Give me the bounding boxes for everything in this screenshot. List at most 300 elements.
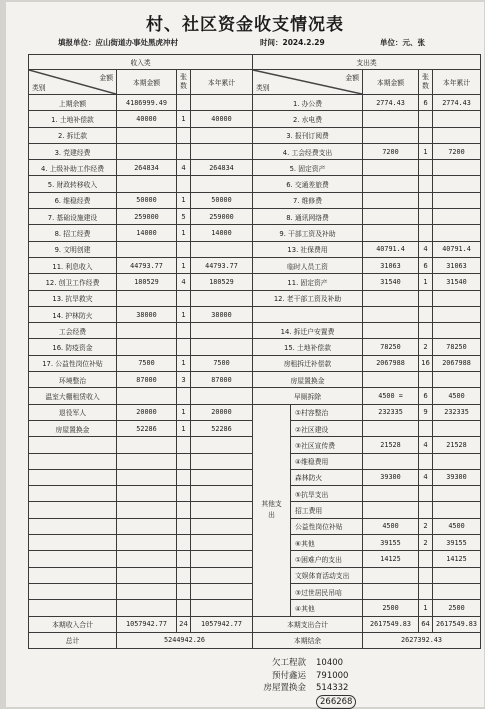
income-voucher-count — [177, 486, 191, 502]
income-voucher-count — [177, 567, 191, 583]
income-diagonal-header: 金额 类别 — [29, 70, 117, 95]
table-row — [29, 95, 481, 111]
expense-voucher-count — [419, 176, 433, 192]
table-row — [29, 225, 481, 241]
expense-ytd-amount — [433, 453, 481, 469]
expense-voucher-count: 6 — [419, 95, 433, 111]
expense-voucher-count: 1 — [419, 600, 433, 616]
totals-row — [29, 616, 481, 632]
income-ytd-amount: 44793.77 — [191, 257, 253, 273]
income-current-amount: 14000 — [117, 225, 177, 241]
income-ytd-amount — [191, 290, 253, 306]
income-voucher-count — [177, 502, 191, 518]
expense-item-label: 9. 干部工资及补助 — [253, 225, 363, 241]
table-row — [29, 274, 481, 290]
income-item-label: 3. 党建经费 — [29, 143, 117, 159]
income-voucher-count — [177, 323, 191, 339]
income-voucher-count — [177, 241, 191, 257]
income-current-amount: 4186999.49 — [117, 95, 177, 111]
expense-ytd-amount — [433, 127, 481, 143]
expense-item-label: ③社区宣传费 — [291, 437, 363, 453]
income-voucher-count — [177, 290, 191, 306]
income-item-label: 13. 抗旱救灾 — [29, 290, 117, 306]
expense-ytd-amount: 31540 — [433, 274, 481, 290]
expense-item-label: 招工费用 — [291, 502, 363, 518]
income-item-label: 12. 创卫工作经费 — [29, 274, 117, 290]
expense-voucher-count — [419, 420, 433, 436]
table-row — [29, 306, 481, 322]
document-page — [6, 2, 484, 707]
expense-voucher-count — [419, 127, 433, 143]
income-voucher-count: 1 — [177, 257, 191, 273]
expense-total-label: 本期支出合计 — [253, 616, 363, 632]
expense-item-label: ⑥其他 — [291, 535, 363, 551]
expense-ytd-amount — [433, 323, 481, 339]
expense-item-label: ④维稳费用 — [291, 453, 363, 469]
expense-item-label: 8. 通讯网络费 — [253, 209, 363, 225]
income-voucher-count — [177, 535, 191, 551]
income-current-amount — [117, 486, 177, 502]
expense-ytd-header: 本年累计 — [433, 70, 481, 95]
income-current-amount: 180529 — [117, 274, 177, 290]
income-current-amount — [117, 388, 177, 404]
income-ytd-amount — [191, 583, 253, 599]
expense-ytd-amount: 4500 — [433, 388, 481, 404]
expense-item-label: ④其他 — [291, 600, 363, 616]
income-voucher-count — [177, 518, 191, 534]
income-ytd-amount: 14000 — [191, 225, 253, 241]
income-current-amount: 50000 — [117, 192, 177, 208]
income-ytd-amount — [191, 502, 253, 518]
expense-current-amount — [363, 176, 419, 192]
income-ytd-amount — [191, 535, 253, 551]
income-voucher-count: 1 — [177, 225, 191, 241]
income-current-amount — [117, 127, 177, 143]
expense-ytd-amount — [433, 225, 481, 241]
expense-total-amount: 2617549.83 — [363, 616, 419, 632]
income-count-header: 张数 — [177, 70, 191, 95]
expense-ytd-amount: 78250 — [433, 339, 481, 355]
expense-voucher-count: 6 — [419, 257, 433, 273]
expense-current-amount: 2774.43 — [363, 95, 419, 111]
income-voucher-count — [177, 551, 191, 567]
income-voucher-count: 1 — [177, 306, 191, 322]
expense-voucher-count — [419, 225, 433, 241]
expense-current-amount: 39300 — [363, 469, 419, 485]
expense-voucher-count — [419, 323, 433, 339]
income-voucher-count: 4 — [177, 160, 191, 176]
expense-ytd-amount — [433, 486, 481, 502]
expense-voucher-count — [419, 453, 433, 469]
income-ytd-amount: 20000 — [191, 404, 253, 420]
expense-ytd-amount: 4500 — [433, 518, 481, 534]
expense-current-amount: 31540 — [363, 274, 419, 290]
income-ytd-amount — [191, 95, 253, 111]
income-current-amount — [117, 290, 177, 306]
income-item-label — [29, 600, 117, 616]
expense-voucher-count — [419, 111, 433, 127]
income-ytd-amount — [191, 127, 253, 143]
note-row: 预付鑫运 791000 — [238, 670, 356, 683]
expense-voucher-count — [419, 372, 433, 388]
income-section-header: 收入类 — [29, 55, 253, 70]
income-item-label: 9. 文明创建 — [29, 241, 117, 257]
expense-item-label: 7. 维修费 — [253, 192, 363, 208]
expense-current-amount — [363, 111, 419, 127]
expense-ytd-amount — [433, 111, 481, 127]
expense-ytd-amount — [433, 567, 481, 583]
expense-current-amount — [363, 486, 419, 502]
income-ytd-amount — [191, 437, 253, 453]
table-row — [29, 339, 481, 355]
income-voucher-count — [177, 127, 191, 143]
expense-current-amount — [363, 127, 419, 143]
income-ytd-amount: 52286 — [191, 420, 253, 436]
expense-ytd-amount — [433, 306, 481, 322]
income-voucher-count — [177, 95, 191, 111]
income-current-amount — [117, 241, 177, 257]
expense-ytd-amount — [433, 192, 481, 208]
income-ytd-amount: 264834 — [191, 160, 253, 176]
currency-unit: 单位：元、张 — [380, 37, 425, 48]
grand-total-amount: 5244942.26 — [117, 632, 253, 648]
grand-total-row — [29, 632, 481, 648]
note-row: 266268 — [238, 695, 356, 709]
income-current-amount — [117, 502, 177, 518]
expense-current-amount — [363, 306, 419, 322]
page-title: 村、社区资金收支情况表 — [6, 10, 484, 35]
expense-item-label: 15. 土地补偿款 — [253, 339, 363, 355]
expense-item-label: 文娱体育活动支出 — [291, 567, 363, 583]
income-item-label: 16. 防疫资金 — [29, 339, 117, 355]
income-voucher-count: 1 — [177, 420, 191, 436]
expense-voucher-count: 4 — [419, 437, 433, 453]
income-current-amount — [117, 551, 177, 567]
expense-item-label: ①村容整治 — [291, 404, 363, 420]
expense-ytd-amount — [433, 290, 481, 306]
income-total-ytd: 1057942.77 — [191, 616, 253, 632]
expense-current-amount — [363, 209, 419, 225]
expense-voucher-count: 1 — [419, 143, 433, 159]
handwritten-notes — [238, 657, 356, 709]
income-ytd-amount — [191, 567, 253, 583]
income-voucher-count — [177, 388, 191, 404]
grand-total-label: 总计 — [29, 632, 117, 648]
expense-item-label: 11. 固定资产 — [253, 274, 363, 290]
income-voucher-count: 3 — [177, 372, 191, 388]
income-item-label — [29, 437, 117, 453]
expense-current-amount: 31063 — [363, 257, 419, 273]
expense-item-label: ①困难户的支出 — [291, 551, 363, 567]
income-current-amount — [117, 535, 177, 551]
income-ytd-amount — [191, 600, 253, 616]
table-row — [29, 111, 481, 127]
balance-label: 本期结余 — [253, 632, 363, 648]
expense-item-label: 2. 水电费 — [253, 111, 363, 127]
income-current-amount — [117, 583, 177, 599]
expense-ytd-amount — [433, 583, 481, 599]
expense-current-amount — [363, 372, 419, 388]
income-voucher-count — [177, 143, 191, 159]
income-current-amount — [117, 437, 177, 453]
income-item-label: 6. 维稳经费 — [29, 192, 117, 208]
income-item-label: 8. 招工经费 — [29, 225, 117, 241]
expense-current-amount — [363, 567, 419, 583]
expense-ytd-amount: 39155 — [433, 535, 481, 551]
table-row — [29, 241, 481, 257]
expense-current-amount: 2067988 — [363, 355, 419, 371]
income-current-amount — [117, 143, 177, 159]
expense-current-amount — [363, 453, 419, 469]
table-row — [29, 127, 481, 143]
income-current-amount — [117, 600, 177, 616]
expense-ytd-amount — [433, 209, 481, 225]
income-ytd-amount: 50000 — [191, 192, 253, 208]
income-voucher-count — [177, 453, 191, 469]
income-item-label: 环境整治 — [29, 372, 117, 388]
expense-item-label: ③过世居民吊唁 — [291, 583, 363, 599]
expense-item-label: 4. 工会经费支出 — [253, 143, 363, 159]
table-row — [29, 160, 481, 176]
income-item-label: 14. 护林防火 — [29, 306, 117, 322]
income-item-label: 上期余额 — [29, 95, 117, 111]
income-item-label: 工会经费 — [29, 323, 117, 339]
expense-voucher-count — [419, 306, 433, 322]
income-current-amount: 20000 — [117, 404, 177, 420]
table-row — [29, 372, 481, 388]
expense-voucher-count: 16 — [419, 355, 433, 371]
income-ytd-amount — [191, 339, 253, 355]
expense-current-amount: 4500 — [363, 518, 419, 534]
expense-current-amount: 7200 — [363, 143, 419, 159]
expense-voucher-count: 1 — [419, 274, 433, 290]
table-row — [29, 143, 481, 159]
income-item-label — [29, 518, 117, 534]
expense-item-label: 房租拆迁补偿款 — [253, 355, 363, 371]
income-current-amount: 44793.77 — [117, 257, 177, 273]
income-current-amount — [117, 176, 177, 192]
income-ytd-amount — [191, 176, 253, 192]
income-item-label — [29, 469, 117, 485]
income-current-amount — [117, 518, 177, 534]
table-row — [29, 323, 481, 339]
expense-voucher-count: 6 — [419, 388, 433, 404]
expense-ytd-amount: 232335 — [433, 404, 481, 420]
expense-current-amount — [363, 323, 419, 339]
expense-item-label — [253, 306, 363, 322]
fund-table — [28, 54, 481, 649]
income-voucher-count: 1 — [177, 355, 191, 371]
expense-item-label: ⑤抗旱支出 — [291, 486, 363, 502]
income-current-amount: 38000 — [117, 306, 177, 322]
income-ytd-amount — [191, 551, 253, 567]
expense-current-amount: 232335 — [363, 404, 419, 420]
expense-item-label: 13. 社保费用 — [253, 241, 363, 257]
income-current-amount — [117, 567, 177, 583]
income-current-amount — [117, 323, 177, 339]
income-item-label: 1. 土地补偿款 — [29, 111, 117, 127]
reporting-unit: 填报单位：应山街道办事处黑虎冲村 — [58, 37, 178, 48]
expense-current-amount: 40791.4 — [363, 241, 419, 257]
expense-current-amount: 78250 — [363, 339, 419, 355]
expense-voucher-count: 9 — [419, 404, 433, 420]
expense-item-label: 临时人员工资 — [253, 257, 363, 273]
expense-voucher-count: 2 — [419, 535, 433, 551]
income-current-amount: 259000 — [117, 209, 177, 225]
income-ytd-amount — [191, 241, 253, 257]
income-item-label: 2. 拆迁款 — [29, 127, 117, 143]
note-row: 房屋置换金 514332 — [238, 682, 356, 695]
expense-current-amount — [363, 225, 419, 241]
expense-count-header: 张数 — [419, 70, 433, 95]
income-voucher-count — [177, 469, 191, 485]
expense-current-amount: 4500 = — [363, 388, 419, 404]
income-voucher-count — [177, 437, 191, 453]
income-item-label: 温室大棚租赁收入 — [29, 388, 117, 404]
income-current-amount: 40000 — [117, 111, 177, 127]
expense-current-amount: 21528 — [363, 437, 419, 453]
expense-item-label: 公益性岗位补贴 — [291, 518, 363, 534]
expense-ytd-amount: 40791.4 — [433, 241, 481, 257]
income-voucher-count: 1 — [177, 404, 191, 420]
table-row — [29, 404, 481, 420]
note-row: 欠工程款 10400 — [238, 657, 356, 670]
income-item-label: 11. 利息收入 — [29, 257, 117, 273]
income-ytd-amount — [191, 486, 253, 502]
report-time: 时间：2024.2.29 — [260, 37, 325, 48]
expense-voucher-count: 4 — [419, 469, 433, 485]
income-voucher-count: 4 — [177, 274, 191, 290]
expense-item-label: 5. 固定资产 — [253, 160, 363, 176]
expense-voucher-count — [419, 567, 433, 583]
expense-voucher-count — [419, 502, 433, 518]
income-current-amount — [117, 469, 177, 485]
income-item-label — [29, 453, 117, 469]
income-ytd-amount: 259000 — [191, 209, 253, 225]
expense-current-amount — [363, 583, 419, 599]
expense-ytd-amount — [433, 502, 481, 518]
table-row — [29, 388, 481, 404]
income-ytd-amount — [191, 323, 253, 339]
expense-current-amount — [363, 290, 419, 306]
income-ytd-amount: 40000 — [191, 111, 253, 127]
income-voucher-count — [177, 339, 191, 355]
expense-current-amount: 39155 — [363, 535, 419, 551]
income-total-count: 24 — [177, 616, 191, 632]
income-item-label — [29, 551, 117, 567]
income-voucher-count — [177, 176, 191, 192]
expense-item-label: 早厕拆除 — [253, 388, 363, 404]
expense-current-amount — [363, 160, 419, 176]
expense-ytd-amount: 14125 — [433, 551, 481, 567]
expense-current-amount — [363, 192, 419, 208]
expense-ytd-amount — [433, 420, 481, 436]
income-item-label: 退役军人 — [29, 404, 117, 420]
expense-voucher-count — [419, 583, 433, 599]
expense-item-label: 12. 老干部工资及补助 — [253, 290, 363, 306]
expense-ytd-amount — [433, 176, 481, 192]
income-ytd-amount: 180529 — [191, 274, 253, 290]
expense-ytd-amount: 7200 — [433, 143, 481, 159]
balance-amount: 2627392.43 — [363, 632, 481, 648]
expense-item-label: 3. 报刊订阅费 — [253, 127, 363, 143]
expense-section-header: 支出类 — [253, 55, 481, 70]
income-current-header: 本期金额 — [117, 70, 177, 95]
income-ytd-amount — [191, 453, 253, 469]
expense-diagonal-header: 金额 类别 — [253, 70, 363, 95]
expense-total-count: 64 — [419, 616, 433, 632]
expense-item-label: ②社区建设 — [291, 420, 363, 436]
income-ytd-header: 本年累计 — [191, 70, 253, 95]
expense-current-amount — [363, 502, 419, 518]
expense-ytd-amount: 39300 — [433, 469, 481, 485]
expense-current-amount — [363, 420, 419, 436]
expense-item-label: 14. 拆迁户安置费 — [253, 323, 363, 339]
income-voucher-count: 1 — [177, 111, 191, 127]
income-ytd-amount — [191, 518, 253, 534]
table-row — [29, 355, 481, 371]
income-current-amount: 87000 — [117, 372, 177, 388]
table-row — [29, 209, 481, 225]
income-ytd-amount: 87000 — [191, 372, 253, 388]
expense-ytd-amount — [433, 160, 481, 176]
expense-ytd-amount: 21528 — [433, 437, 481, 453]
table-row — [29, 290, 481, 306]
income-current-amount: 52286 — [117, 420, 177, 436]
income-item-label: 5. 财政转移收入 — [29, 176, 117, 192]
table-row — [29, 257, 481, 273]
income-ytd-amount — [191, 143, 253, 159]
expense-ytd-amount: 31063 — [433, 257, 481, 273]
income-item-label: 4. 上级补助工作经费 — [29, 160, 117, 176]
income-current-amount: 7500 — [117, 355, 177, 371]
expense-ytd-amount: 2500 — [433, 600, 481, 616]
income-current-amount — [117, 339, 177, 355]
expense-voucher-count — [419, 486, 433, 502]
expense-ytd-amount — [433, 372, 481, 388]
expense-current-amount: 14125 — [363, 551, 419, 567]
expense-total-ytd: 2617549.83 — [433, 616, 481, 632]
income-item-label — [29, 535, 117, 551]
expense-item-label: 1. 办公费 — [253, 95, 363, 111]
expense-voucher-count — [419, 160, 433, 176]
expense-ytd-amount: 2067988 — [433, 355, 481, 371]
income-ytd-amount: 7500 — [191, 355, 253, 371]
table-row — [29, 176, 481, 192]
income-current-amount: 264834 — [117, 160, 177, 176]
expense-current-header: 本期金额 — [363, 70, 419, 95]
income-item-label: 房屋置换金 — [29, 420, 117, 436]
table-row — [29, 192, 481, 208]
income-ytd-amount: 38000 — [191, 306, 253, 322]
expense-item-label: 森林防火 — [291, 469, 363, 485]
expense-voucher-count: 2 — [419, 339, 433, 355]
expense-ytd-amount: 2774.43 — [433, 95, 481, 111]
expense-current-amount: 2500 — [363, 600, 419, 616]
income-item-label — [29, 567, 117, 583]
income-total-label: 本期收入合计 — [29, 616, 117, 632]
income-voucher-count — [177, 600, 191, 616]
expense-voucher-count — [419, 192, 433, 208]
expense-voucher-count — [419, 209, 433, 225]
income-voucher-count: 5 — [177, 209, 191, 225]
income-ytd-amount — [191, 469, 253, 485]
expense-item-label: 6. 交通差旅费 — [253, 176, 363, 192]
income-item-label: 7. 基础设施建设 — [29, 209, 117, 225]
income-item-label — [29, 486, 117, 502]
income-voucher-count: 1 — [177, 192, 191, 208]
income-total-amount: 1057942.77 — [117, 616, 177, 632]
